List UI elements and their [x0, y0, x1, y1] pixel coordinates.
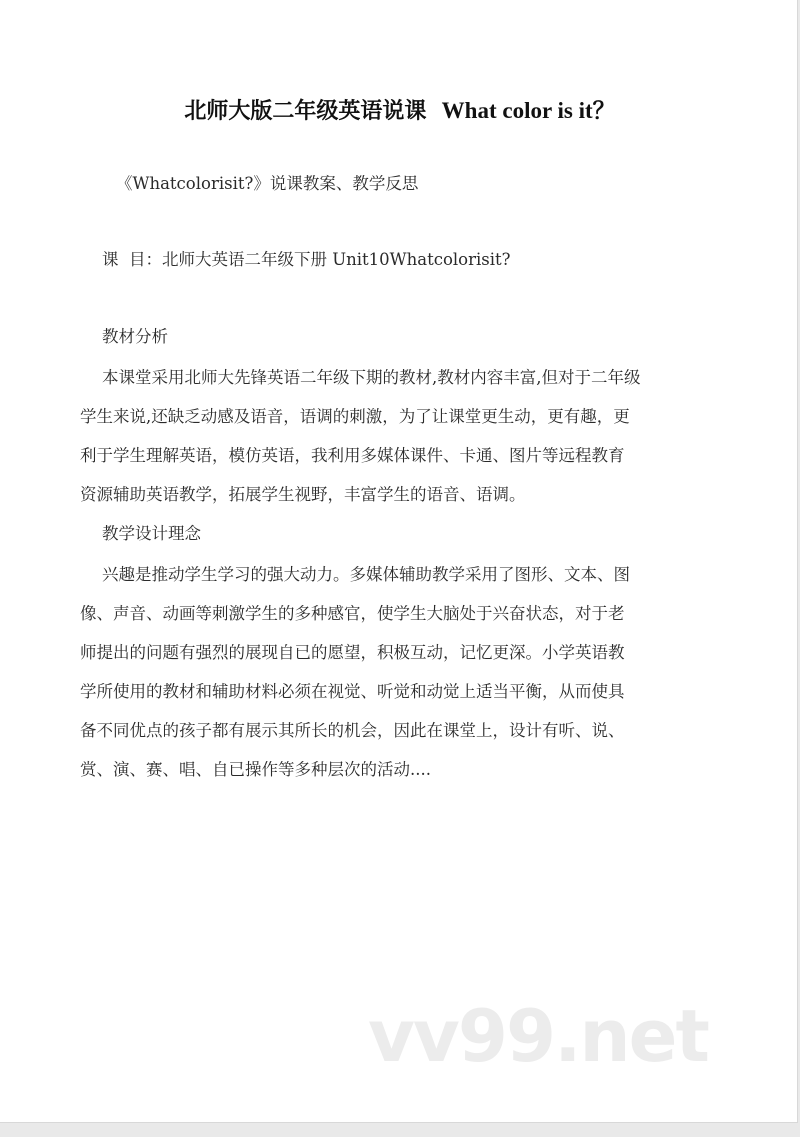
paragraph-line: 兴趣是推动学生学习的强大动力。多媒体辅助教学采用了图形、文本、图	[102, 565, 630, 584]
watermark: vv99.net	[368, 994, 708, 1078]
title-chinese: 北师大版二年级英语说课	[184, 99, 427, 124]
paragraph-line: 学所使用的教材和辅助材料必须在视觉、听觉和动觉上适当平衡，从而使具	[80, 682, 625, 701]
paragraph-line: 利于学生理解英语，模仿英语，我利用多媒体课件、卡通、图片等远程教育	[80, 446, 625, 465]
subtitle: 《Whatcolorisit?》说课教案、教学反思	[116, 174, 419, 193]
paragraph-line: 备不同优点的孩子都有展示其所长的机会，因此在课堂上，设计有听、说、	[80, 721, 625, 740]
paragraph-line: 学生来说,还缺乏动感及语音，语调的刺激，为了让课堂更生动，更有趣，更	[80, 407, 630, 426]
paragraph-line: 本课堂采用北师大先锋英语二年级下期的教材,教材内容丰富,但对于二年级	[102, 368, 641, 387]
title-english: What color is it？	[441, 98, 616, 123]
paragraph-line: 像、声音、动画等刺激学生的多种感官，使学生大脑处于兴奋状态，对于老	[80, 604, 625, 623]
paragraph-line: 赏、演、赛、唱、自已操作等多种层次的活动....	[80, 760, 431, 779]
section-heading: 教材分析	[102, 327, 168, 346]
paragraph-line: 师提出的问题有强烈的展现自已的愿望，积极互动，记忆更深。小学英语教	[80, 643, 625, 662]
document-title	[0, 92, 800, 125]
course-line: 课 目：北师大英语二年级下册 Unit10Whatcolorisit?	[102, 250, 511, 269]
section-heading: 教学设计理念	[102, 524, 201, 543]
paragraph-line: 资源辅助英语教学，拓展学生视野，丰富学生的语音、语调。	[80, 485, 526, 504]
